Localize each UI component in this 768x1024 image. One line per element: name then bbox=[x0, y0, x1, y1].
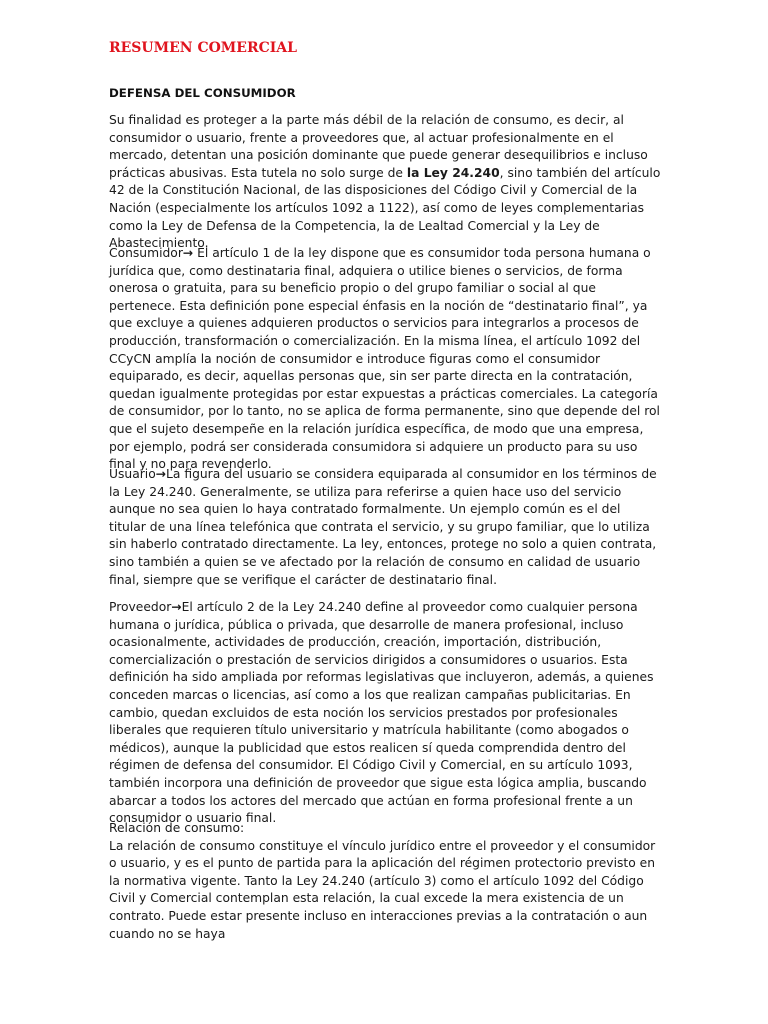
term-label-proveedor: Proveedor bbox=[109, 600, 172, 614]
term-label-usuario: Usuario bbox=[109, 467, 156, 481]
arrow-right-icon: → bbox=[171, 600, 182, 614]
paragraph-text: El artículo 2 de la Ley 24.240 define al proveedor como cualquier persona humana o jurídica, pública o privada, que desarrolle de manera profesional, incluso ocasionalmente, actividades de producción, creación, importación, distribución, comercialización o prestación de servicios dirigidos a consumidores o usuarios. Esta definición ha sido ampliada por reformas legislativas que incluyeron, además, a quienes conceden marcas o licencias, así como a los que realizan campañas publicitarias. En cambio, quedan excluidos de esta noción los servicios prestados por profesionales liberales que requieren título universitario y matrícula habilitante (como abogados o médicos), aunque la publicidad que estos realicen sí queda comprendida dentro del régimen de defensa del consumidor. El Código Civil y Comercial, en su artículo 1093, también incorpora una definición de proveedor que sigue esta lógica amplia, buscando abarcar a todos los actores del mercado que actúan en forma profesional frente a un consumidor o usuario final. bbox=[109, 600, 654, 826]
paragraph-text: La figura del usuario se considera equiparada al consumidor en los términos de la Ley 24.240. Generalmente, se utiliza para referirse a quien hace uso del servicio aunque no sea quien lo haya contratado formalmente. Un ejemplo común es el del titular de una línea telefónica que contrata el servicio, y su grupo familiar, que lo utiliza sin haberlo contratado directamente. La ley, entonces, protege no solo a quien contrata, sino también a quien se ve afectado por la relación de consumo en calidad de usuario final, siempre que se verifique el carácter de destinatario final. bbox=[109, 467, 657, 587]
section-heading: DEFENSA DEL CONSUMIDOR bbox=[109, 86, 296, 100]
term-label-relacion: Relación de consumo: bbox=[109, 821, 245, 835]
paragraph-usuario bbox=[109, 466, 661, 589]
document-title: RESUMEN COMERCIAL bbox=[109, 40, 298, 56]
paragraph-consumidor bbox=[109, 245, 661, 474]
paragraph-text: , sino también del artículo 42 de la Constitución Nacional, de las disposiciones del Código Civil y Comercial de la Nación (especialmente los artículos 1092 a 1122), así como de leyes complementarias como la Ley de Defensa de la Competencia, la de Lealtad Comercial y la Ley de Abastecimiento. bbox=[109, 165, 661, 251]
term-label-consumidor: Consumidor bbox=[109, 246, 183, 260]
bold-law-reference: la Ley 24.240 bbox=[406, 165, 500, 180]
paragraph-text: Su finalidad es proteger a la parte más débil de la relación de consumo, es decir, al consumidor o usuario, frente a proveedores que, al actuar profesionalmente en el mercado, detentan una posición dominante que puede generar desequilibrios e incluso prácticas abusivas. Esta tutela no solo surge de bbox=[109, 113, 648, 180]
paragraph-text: El artículo 1 de la ley dispone que es consumidor toda persona humana o jurídica que, como destinataria final, adquiera o utilice bienes o servicios, de forma onerosa o gratuita, para su beneficio propio o del grupo familiar o social al que pertenece. Esta definición pone especial énfasis en la noción de “destinatario final”, ya que excluye a quienes adquieren productos o servicios para integrarlos a procesos de producción, transformación o comercialización. En la misma línea, el artículo 1092 del CCyCN amplía la noción de consumidor e introduce figuras como el consumidor equiparado, es decir, aquellas personas que, sin ser parte directa en la contratación, quedan igualmente protegidas por estar expuestas a prácticas comerciales. La categoría de consumidor, por lo tanto, no se aplica de forma permanente, sino que depende del rol que el sujeto desempeñe en la relación jurídica específica, de modo que una empresa, por ejemplo, podrá ser considerada consumidora si adquiere un producto para su uso final y no para revenderlo. bbox=[109, 246, 660, 472]
paragraph-text: La relación de consumo constituye el vínculo jurídico entre el proveedor y el consumidor o usuario, y es el punto de partida para la aplicación del régimen protectorio previsto en la normativa vigente. Tanto la Ley 24.240 (artículo 3) como el artículo 1092 del Código Civil y Comercial contemplan esta relación, la cual excede la mera existencia de un contrato. Puede estar presente incluso en interacciones previas a la contratación o aun cuando no se haya bbox=[109, 838, 656, 941]
paragraph-finalidad bbox=[109, 112, 661, 253]
paragraph-relacion-de-consumo bbox=[109, 820, 661, 943]
arrow-right-icon: → bbox=[155, 467, 167, 481]
arrow-right-icon: → bbox=[182, 246, 194, 260]
paragraph-proveedor bbox=[109, 599, 661, 828]
